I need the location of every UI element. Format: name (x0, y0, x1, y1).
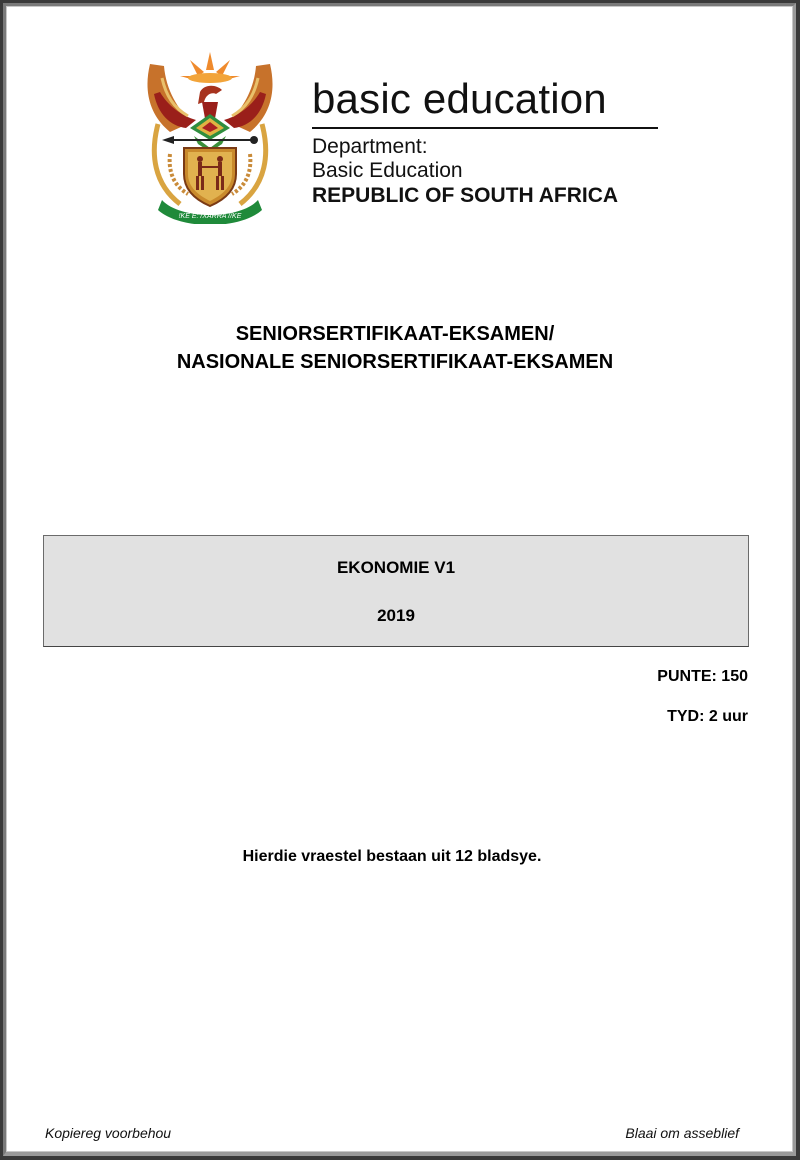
exam-title (0, 320, 790, 376)
subject-name: EKONOMIE V1 (336, 558, 456, 577)
crest-motto: !KE E: /XARRA //KE (178, 213, 242, 220)
exam-title-line-2: NASIONALE SENIORSERTIFIKAAT-EKSAMEN (176, 351, 614, 373)
coat-of-arms-icon (140, 44, 280, 224)
time-label: TYD: 2 uur (667, 708, 748, 725)
department-brand (312, 74, 658, 209)
pages-note: Hierdie vraestel bestaan uit 12 bladsye. (242, 848, 542, 865)
department-name: Basic Education (312, 159, 463, 182)
country-name: REPUBLIC OF SOUTH AFRICA (312, 184, 619, 207)
department-label: Department: (312, 135, 428, 158)
turn-over-note: Blaai om asseblief (625, 1125, 739, 1141)
marks-label: PUNTE: 150 (657, 668, 748, 685)
copyright-note: Kopiereg voorbehou (45, 1125, 172, 1141)
brand-title: basic education (312, 75, 607, 122)
exam-title-line-1: SENIORSERTIFIKAAT-EKSAMEN/ (235, 323, 555, 345)
brand-divider (312, 127, 658, 129)
subject-box (43, 535, 749, 647)
subject-year: 2019 (377, 606, 415, 625)
